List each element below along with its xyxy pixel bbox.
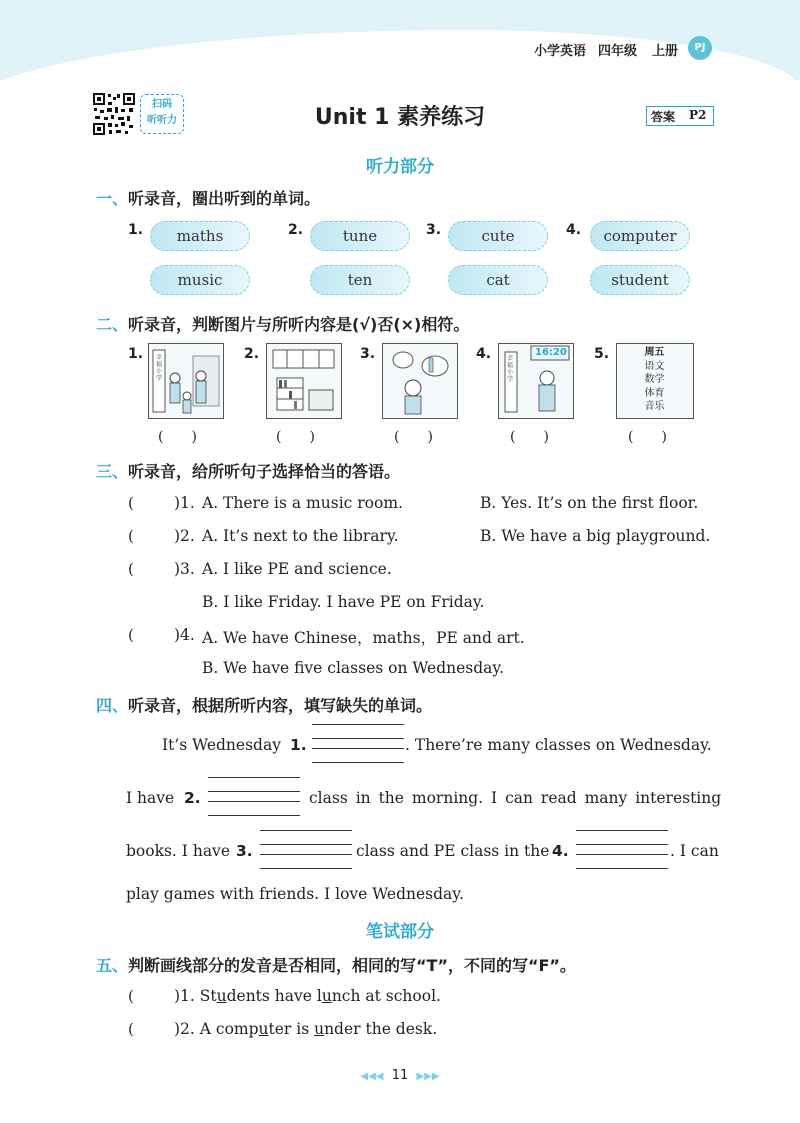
right-arrows-icon: ▶▶▶ [416,1071,440,1082]
s4-line3-start: books. I have [126,842,230,860]
s3-q2-open[interactable]: ( [128,527,134,545]
s2-pic1-sign: 幸福小学 [156,354,163,382]
s2-pic2-library [266,343,342,419]
s5-q1-underline1: u [216,987,227,1005]
s5-q2-part2: ter is [268,1020,315,1038]
s1-item3-word-a[interactable]: cute [448,221,548,251]
s3-q4-option-a: A. We have Chinese，maths，PE and art. [202,629,525,647]
s2-pic1-school-gate [148,343,224,419]
s5-q1-open[interactable]: ( [128,987,134,1005]
s3-q4-number: )4. [174,626,195,644]
s4-line2-start: I have [126,789,175,807]
s4-blank1[interactable] [312,724,404,762]
s1-item3-number: 3. [426,222,442,238]
qr-label-line2: 听听力 [147,115,177,126]
s5-q2-underline2: u [314,1020,325,1038]
answer-box[interactable] [646,106,714,126]
s2-item3-answer[interactable]: ( ) [394,429,433,445]
s1-item4-word-a[interactable]: computer [590,221,690,251]
listening-part-title: 听力部分 [366,157,434,177]
answer-label: 答案 [651,110,676,124]
s3-q3-option-b: B. I like Friday. I have PE on Friday. [202,593,485,611]
s5-q1-part1: St [199,987,217,1005]
s2-item5-answer[interactable]: ( ) [628,429,667,445]
s1-item2-word-a[interactable]: tune [310,221,410,251]
page-title: Unit 1 素养练习 [314,105,486,130]
s4-blank4[interactable] [576,830,668,868]
s3-q3-number: )3. [174,560,195,578]
s5-q1-part3: nch at school. [331,987,441,1005]
s2-item4-number: 4. [476,346,492,362]
s1-item3-word-b[interactable]: cat [448,265,548,295]
s3-q1-open[interactable]: ( [128,494,134,512]
section1-title: 听录音，圈出听到的单词。 [128,189,321,208]
section5-number: 五、 [96,956,129,975]
s1-item4-word-b[interactable]: student [590,265,690,295]
s2-pic5-timetable [616,343,694,419]
section3-title: 听录音，给所听句子选择恰当的答语。 [128,462,401,481]
s3-q4-option-b: B. We have five classes on Wednesday. [202,659,505,677]
s4-blank4-number: 4. [552,842,569,860]
section1-heading [96,186,320,209]
s2-pic3-science-boy [382,343,458,419]
section2-title: 听录音，判断图片与所听内容是(√)否(×)相符。 [128,315,470,334]
s4-blank2-number: 2. [184,789,201,807]
s4-blank1-number: 1. [290,736,307,754]
s3-q1-number: )1. [174,494,195,512]
s5-q2-part3: nder the desk. [324,1020,438,1038]
s3-q2-option-a: A. It’s next to the library. [202,527,399,545]
timetable-class2: 数学 [644,374,665,385]
s2-pic4-sign: 幸福小学 [507,355,514,383]
s4-blank3-number: 3. [236,842,253,860]
s3-q2-number: )2. [174,527,195,545]
header-subject: 小学英语 [534,44,587,59]
s5-q1-sentence [174,987,441,1005]
s4-line4: play games with friends. I love Wednesday. [126,885,464,903]
s1-item1-number: 1. [128,222,144,238]
s2-item1-number: 1. [128,346,144,362]
section3-number: 三、 [96,462,129,481]
s2-pic4-school-clock [498,343,574,419]
section4-number: 四、 [96,696,129,715]
page-number: 11 [391,1068,409,1083]
section2-number: 二、 [96,315,129,334]
s2-pic4-clock: 16:20 [535,347,567,358]
section1-number: 一、 [96,189,129,208]
s5-q2-number: )2. [174,1020,200,1038]
qr-label-line1: 扫码 [152,99,172,110]
section5-title: 判断画线部分的发音是否相同，相同的写“T”，不同的写“F”。 [128,956,576,975]
timetable-class4: 音乐 [644,401,665,412]
writing-part-title: 笔试部分 [366,922,434,942]
s5-q1-part2: dents have l [226,987,322,1005]
s5-q2-open[interactable]: ( [128,1020,134,1038]
s5-q2-part1: A comp [199,1020,259,1038]
page-number-row [0,1068,800,1083]
edition-badge: PJ [688,36,712,60]
s2-item5-number: 5. [594,346,610,362]
s4-line3-middle: class and PE class in the [356,842,550,860]
s4-line2-end: class in the morning. I can read many interesting [309,789,722,807]
s3-q1-option-a: A. There is a music room. [202,494,403,512]
s3-q3-open[interactable]: ( [128,560,134,578]
s4-blank3[interactable] [260,830,352,868]
s3-q1-option-b: B. Yes. It’s on the first floor. [480,494,699,512]
s4-line3-end: . I can [670,842,719,860]
s3-q2-option-b: B. We have a big playground. [480,527,711,545]
s2-item2-answer[interactable]: ( ) [276,429,315,445]
s5-q2-sentence [174,1020,437,1038]
s1-item2-number: 2. [288,222,304,238]
s2-item3-number: 3. [360,346,376,362]
section4-title: 听录音，根据所听内容，填写缺失的单词。 [128,696,433,715]
s1-item1-word-b[interactable]: music [150,265,250,295]
left-arrows-icon: ◀◀◀ [360,1071,384,1082]
answer-page: P2 [689,108,707,122]
section2-heading [96,312,469,335]
timetable-class3: 体育 [644,387,665,399]
s4-blank2[interactable] [208,777,300,815]
section3-heading [96,459,400,482]
s1-item2-word-b[interactable]: ten [310,265,410,295]
s2-item1-answer[interactable]: ( ) [158,429,197,445]
timetable-day: 周五 [644,347,665,358]
s5-q2-underline1: u [258,1020,269,1038]
header-grade: 四年级 [598,44,638,59]
s1-item1-word-a[interactable]: maths [150,221,250,251]
s3-q3-option-a: A. I like PE and science. [202,560,392,578]
s5-q1-number: )1. [174,987,200,1005]
s2-item4-answer[interactable]: ( ) [510,429,549,445]
section5-heading [96,953,576,976]
s5-q1-underline2: u [321,987,332,1005]
header-volume: 上册 [652,44,679,59]
s3-q4-open[interactable]: ( [128,626,134,644]
s1-item4-number: 4. [566,222,582,238]
s4-line1-end: . There’re many classes on Wednesday. [405,736,712,754]
timetable-class1: 语文 [644,360,665,372]
section4-heading [96,693,432,716]
s4-line1-start: It’s Wednesday [162,736,281,754]
s2-item2-number: 2. [244,346,260,362]
